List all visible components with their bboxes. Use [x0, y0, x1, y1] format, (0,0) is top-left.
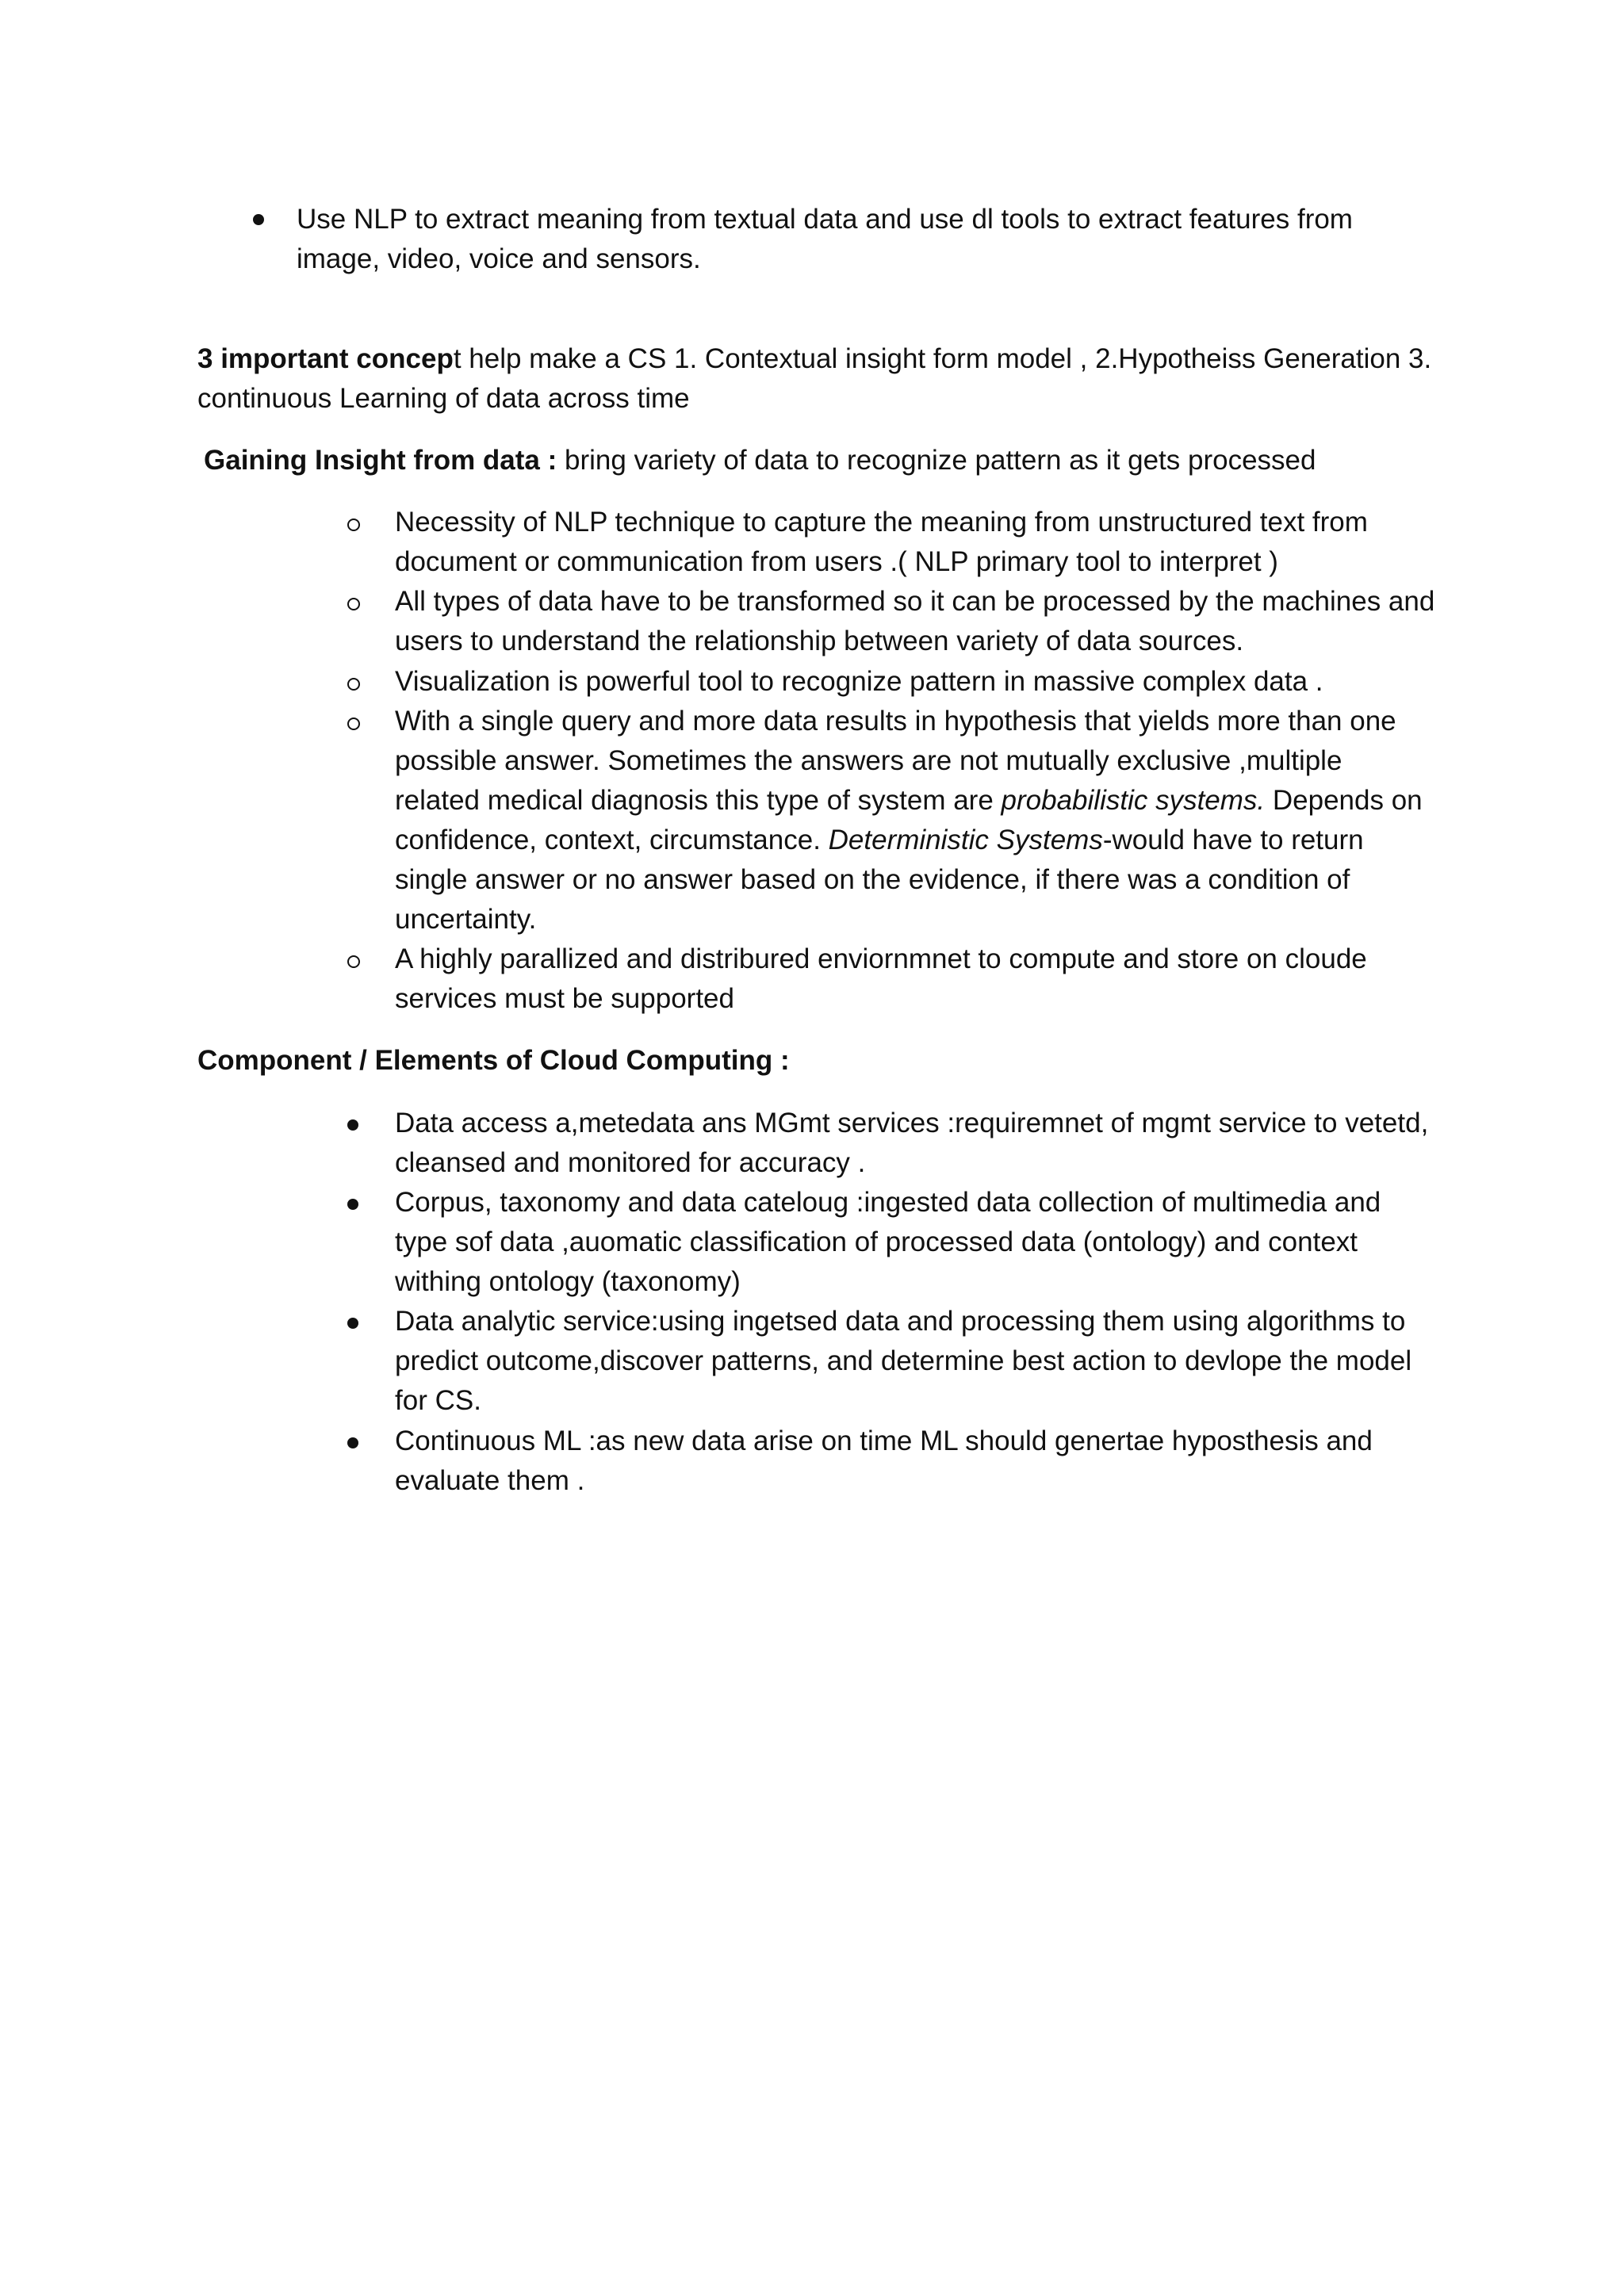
concepts-text: t help make a CS 1. Contextual insight form model , 2.Hypotheiss Generation 3. — [453, 343, 1432, 374]
insight-italic: Deterministic Systems — [828, 825, 1103, 855]
bullet-icon — [347, 1437, 358, 1448]
insight-line: uncertainty. — [395, 904, 537, 935]
top-item-line: image, video, voice and sensors. — [297, 243, 701, 274]
components-heading-text: Component / Elements of Cloud Computing : — [197, 1045, 790, 1076]
insight-line: document or communication from users .( NLP primary tool to interpret ) — [395, 546, 1278, 577]
bullet-icon — [347, 1119, 358, 1131]
component-line: Data access a,metedata ans MGmt services :requiremnet of mgmt service to vetetd, — [395, 1108, 1429, 1138]
insight-item — [395, 503, 1600, 582]
insight-line: services must be supported — [395, 983, 734, 1014]
component-line: Data analytic service:using ingetsed data and processing them using algorithms to — [395, 1306, 1406, 1337]
insight-line: A highly parallized and distribured enviornmnet to compute and store on cloude — [395, 943, 1367, 974]
gaining-paragraph — [204, 441, 1591, 480]
component-line: Continuous ML :as new data arise on time ML should genertae hyposthesis and — [395, 1425, 1373, 1456]
components-heading — [197, 1041, 1585, 1081]
component-item — [395, 1302, 1600, 1421]
insight-text: -would have to return — [1102, 825, 1364, 855]
top-item-line: Use NLP to extract meaning from textual data and use dl tools to extract features from — [297, 204, 1353, 235]
component-line: predict outcome,discover patterns, and determine best action to devlope the model — [395, 1345, 1412, 1376]
insight-item — [395, 582, 1600, 661]
concepts-line: continuous Learning of data across time — [197, 383, 690, 414]
circle-bullet-icon — [347, 519, 360, 531]
insight-line: possible answer. Sometimes the answers are not mutually exclusive ,multiple — [395, 745, 1342, 776]
component-line: cleansed and monitored for accuracy . — [395, 1147, 866, 1178]
insight-line: Visualization is powerful tool to recognize pattern in massive complex data . — [395, 666, 1323, 697]
gaining-heading: Gaining Insight from data : — [204, 445, 557, 476]
component-item — [395, 1104, 1600, 1183]
bullet-icon — [253, 214, 264, 225]
insight-italic: probabilistic systems. — [1001, 785, 1266, 816]
circle-bullet-icon — [347, 598, 360, 610]
insight-text: Depends on — [1265, 785, 1423, 816]
top-list-item — [297, 200, 1565, 279]
concepts-bold: 3 important concep — [197, 343, 454, 374]
insight-line: All types of data have to be transformed so it can be processed by the machines and — [395, 586, 1435, 617]
gaining-text: bring variety of data to recognize pattern as it gets processed — [557, 445, 1316, 476]
insight-line — [395, 821, 1600, 860]
concepts-line — [197, 339, 1585, 379]
component-line: evaluate them . — [395, 1465, 585, 1496]
circle-bullet-icon — [347, 718, 360, 730]
insight-line: users to understand the relationship between variety of data sources. — [395, 626, 1244, 656]
insight-line — [395, 781, 1600, 821]
insight-item — [395, 939, 1600, 1019]
concepts-paragraph — [197, 339, 1585, 419]
component-line: for CS. — [395, 1385, 481, 1416]
component-line: Corpus, taxonomy and data cateloug :ingested data collection of multimedia and — [395, 1187, 1381, 1218]
insight-text: confidence, context, circumstance. — [395, 825, 829, 855]
circle-bullet-icon — [347, 678, 360, 691]
component-line: type sof data ,auomatic classification of processed data (ontology) and context — [395, 1226, 1358, 1257]
component-line: withing ontology (taxonomy) — [395, 1266, 741, 1297]
circle-bullet-icon — [347, 955, 360, 968]
component-item — [395, 1183, 1600, 1302]
insight-item — [395, 702, 1600, 939]
insight-line: Necessity of NLP technique to capture the meaning from unstructured text from — [395, 507, 1368, 538]
insight-text: related medical diagnosis this type of system are — [395, 785, 1002, 816]
insight-line: With a single query and more data results in hypothesis that yields more than one — [395, 706, 1396, 737]
insight-item — [395, 662, 1600, 702]
bullet-icon — [347, 1318, 358, 1329]
insight-line: single answer or no answer based on the evidence, if there was a condition of — [395, 864, 1350, 895]
bullet-icon — [347, 1199, 358, 1210]
component-item — [395, 1422, 1600, 1501]
